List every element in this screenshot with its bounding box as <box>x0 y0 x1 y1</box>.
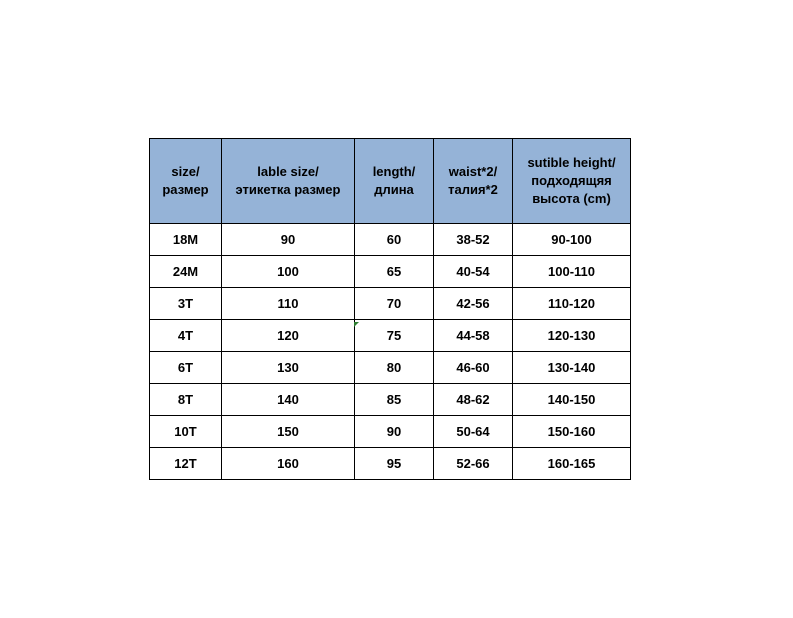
cell-comment-marker <box>354 322 359 327</box>
table-row <box>150 256 631 288</box>
cell-length: 85 <box>355 384 434 416</box>
cell-length: 90 <box>355 416 434 448</box>
cell-waist: 40-54 <box>434 256 513 288</box>
table-row <box>150 288 631 320</box>
cell-height: 90-100 <box>513 224 631 256</box>
cell-size: 18M <box>150 224 222 256</box>
cell-label-size: 120 <box>222 320 355 352</box>
cell-size: 3T <box>150 288 222 320</box>
cell-label-size: 150 <box>222 416 355 448</box>
size-chart-table <box>149 138 631 480</box>
cell-height: 140-150 <box>513 384 631 416</box>
cell-label-size: 90 <box>222 224 355 256</box>
cell-waist: 48-62 <box>434 384 513 416</box>
cell-label-size: 110 <box>222 288 355 320</box>
cell-waist: 46-60 <box>434 352 513 384</box>
cell-size: 24M <box>150 256 222 288</box>
cell-waist: 50-64 <box>434 416 513 448</box>
cell-size: 6T <box>150 352 222 384</box>
cell-height: 100-110 <box>513 256 631 288</box>
cell-label-size: 130 <box>222 352 355 384</box>
table-header-row <box>150 139 631 224</box>
cell-length: 95 <box>355 448 434 480</box>
cell-waist: 42-56 <box>434 288 513 320</box>
cell-label-size: 140 <box>222 384 355 416</box>
cell-size: 10T <box>150 416 222 448</box>
cell-length: 70 <box>355 288 434 320</box>
cell-waist: 38-52 <box>434 224 513 256</box>
table-row <box>150 352 631 384</box>
table-row <box>150 416 631 448</box>
header-size: size/ размер <box>150 139 222 224</box>
cell-size: 12T <box>150 448 222 480</box>
header-label-size: lable size/ этикетка размер <box>222 139 355 224</box>
cell-length: 60 <box>355 224 434 256</box>
table-row <box>150 448 631 480</box>
cell-height: 120-130 <box>513 320 631 352</box>
header-suitable-height: sutible height/ подходящяя высота (cm) <box>513 139 631 224</box>
cell-size: 4T <box>150 320 222 352</box>
table-row <box>150 384 631 416</box>
cell-size: 8T <box>150 384 222 416</box>
cell-height: 110-120 <box>513 288 631 320</box>
cell-waist: 44-58 <box>434 320 513 352</box>
cell-length: 80 <box>355 352 434 384</box>
header-waist: waist*2/ талия*2 <box>434 139 513 224</box>
cell-length: 65 <box>355 256 434 288</box>
table-row <box>150 320 631 352</box>
table-row <box>150 224 631 256</box>
cell-waist: 52-66 <box>434 448 513 480</box>
cell-height: 130-140 <box>513 352 631 384</box>
cell-length: 75 <box>355 320 434 352</box>
cell-label-size: 160 <box>222 448 355 480</box>
cell-height: 150-160 <box>513 416 631 448</box>
cell-height: 160-165 <box>513 448 631 480</box>
header-length: length/ длина <box>355 139 434 224</box>
cell-label-size: 100 <box>222 256 355 288</box>
